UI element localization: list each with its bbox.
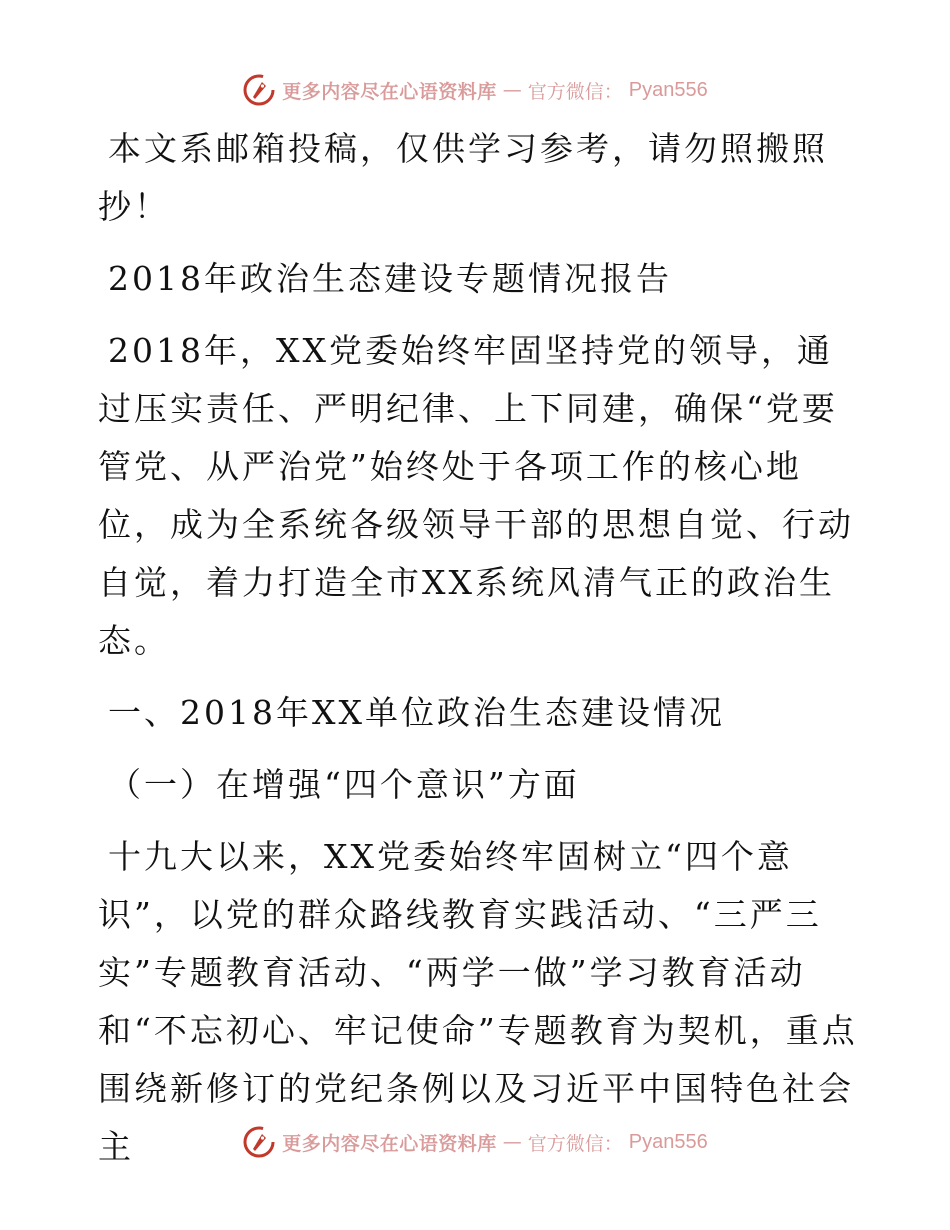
watermark-header xyxy=(0,68,950,112)
section-heading: 一、2018年XX单位政治生态建设情况 xyxy=(108,693,725,732)
watermark-wechat-id: Pyan556 xyxy=(628,1130,708,1153)
pen-nib-logo-icon xyxy=(242,1125,276,1159)
body-paragraph: 十九大以来，XX党委始终牢固树立“四个意识”，以党的群众路线教育实践活动、“三严三实”专题教育活动、“两学一做”学习教育活动和“不忘初心、牢记使命”专题教育为契机，重点围绕新修订的党纪条例以及习近平中国特色社会主 xyxy=(98,837,858,1166)
subsection-heading: （一）在增强“四个意识”方面 xyxy=(108,765,580,804)
intro-paragraph: 2018年，XX党委始终牢固坚持党的领导，通过压实责任、严明纪律、上下同建，确保“党要管党、从严治党”始终处于各项工作的核心地位，成为全系统各级领导干部的思想自觉、行动自觉，着力打造全市XX系统风清气正的政治生态。 xyxy=(98,331,854,660)
pen-nib-logo-icon xyxy=(242,73,276,107)
report-title: 2018年政治生态建设专题情况报告 xyxy=(108,259,672,298)
watermark-dash: — xyxy=(502,79,522,101)
watermark-official-text: 官方微信： xyxy=(527,1132,623,1155)
watermark-dash: — xyxy=(502,1131,522,1153)
watermark-site-text: 更多内容尽在心语资料库 xyxy=(282,1132,497,1155)
notice-paragraph: 本文系邮箱投稿，仅供学习参考，请勿照搬照抄！ xyxy=(98,129,828,226)
watermark-footer xyxy=(0,1120,950,1164)
document-body xyxy=(98,120,858,1190)
watermark-wechat-id: Pyan556 xyxy=(628,78,708,101)
watermark-official-text: 官方微信： xyxy=(527,80,623,103)
watermark-site-text: 更多内容尽在心语资料库 xyxy=(282,80,497,103)
